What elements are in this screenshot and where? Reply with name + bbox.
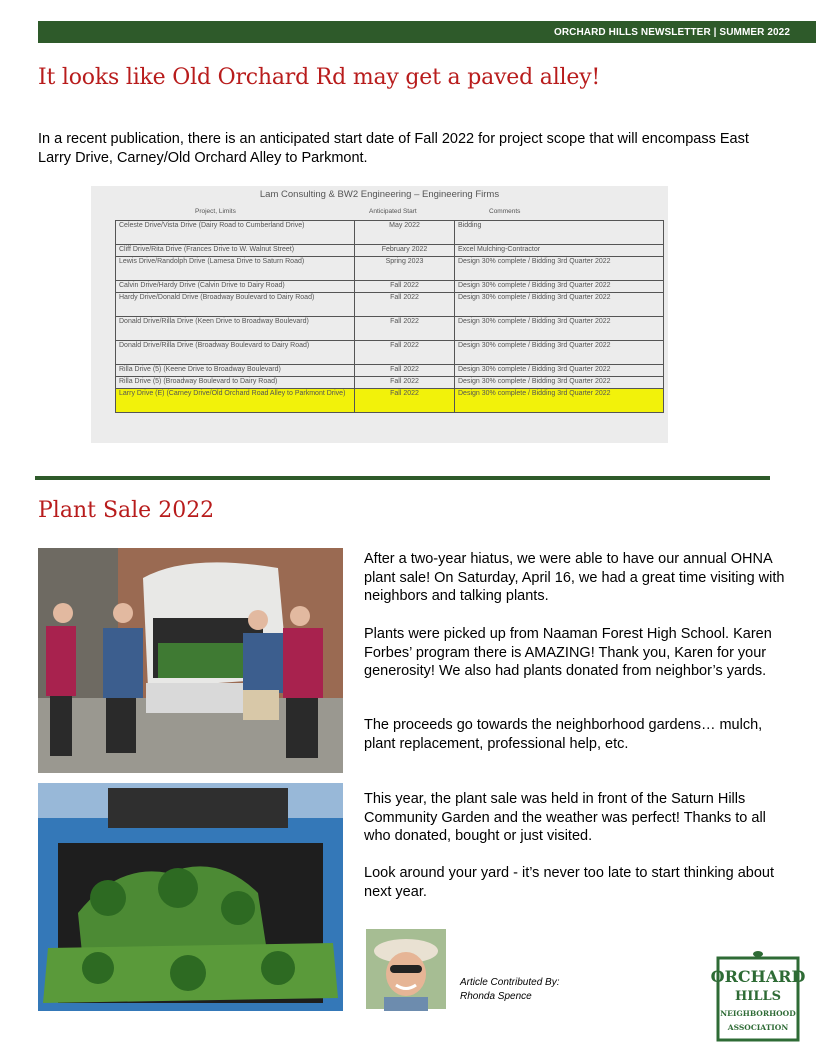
plant-sale-paragraph: After a two-year hiatus, we were able to have our annual OHNA plant sale! On Saturday, April 16, we had a great time visiting with neighbors and talking plants. <box>364 551 785 604</box>
table-header: Anticipated Start <box>369 208 417 215</box>
table-row <box>116 281 664 293</box>
table-cell: Fall 2022 <box>355 389 455 413</box>
author-portrait <box>366 929 446 1009</box>
table-cell: Fall 2022 <box>355 293 455 317</box>
table-cell: Donald Drive/Rilla Drive (Keen Drive to Broadway Boulevard) <box>116 317 355 341</box>
table-cell: Larry Drive (E) (Carney Drive/Old Orchard Road Alley to Parkmont Drive) <box>116 389 355 413</box>
logo-text-orchard: ORCHARD <box>710 967 806 986</box>
table-cell: Design 30% complete / Bidding 3rd Quarter 2022 <box>455 365 664 377</box>
plant-sale-paragraph: This year, the plant sale was held in front of the Saturn Hills Community Garden and the weather was perfect! Thanks to all who donated, bought or just visited. <box>364 791 766 844</box>
table-cell: Fall 2022 <box>355 377 455 389</box>
table-row <box>116 317 664 341</box>
table-cell: Design 30% complete / Bidding 3rd Quarter 2022 <box>455 281 664 293</box>
table-cell: Hardy Drive/Donald Drive (Broadway Boulevard to Dairy Road) <box>116 293 355 317</box>
newsletter-header-bar <box>38 21 816 43</box>
article-title-plant-sale: Plant Sale 2022 <box>38 498 215 523</box>
table-cell: Design 30% complete / Bidding 3rd Quarter 2022 <box>455 341 664 365</box>
plant-sale-paragraph: Plants were picked up from Naaman Forest High School. Karen Forbes’ program there is AMAZING! Thank you, Karen for your generosity! We also had plants donated from neighbor’s yards. <box>364 626 772 679</box>
article-intro: In a recent publication, there is an anticipated start date of Fall 2022 for project scope that will encompass East Larry Drive, Carney/Old Orchard Alley to Parkmont. <box>38 131 749 166</box>
table-header: Project, Limits <box>195 208 236 215</box>
table-cell: Lewis Drive/Randolph Drive (Lamesa Drive to Saturn Road) <box>116 257 355 281</box>
table-cell: Rilla Drive (5) (Keene Drive to Broadway Boulevard) <box>116 365 355 377</box>
logo-text-association: ASSOCIATION <box>727 1023 789 1032</box>
table-cell: Fall 2022 <box>355 365 455 377</box>
newsletter-header-text: ORCHARD HILLS NEWSLETTER | SUMMER 2022 <box>553 27 790 38</box>
table-cell: May 2022 <box>355 221 455 245</box>
photo-truck-bed-plants <box>38 783 343 1011</box>
table-cell: Cliff Drive/Rita Drive (Frances Drive to W. Walnut Street) <box>116 245 355 257</box>
table-cell: Design 30% complete / Bidding 3rd Quarter 2022 <box>455 293 664 317</box>
table-cell: Celeste Drive/Vista Drive (Dairy Road to Cumberland Drive) <box>116 221 355 245</box>
photo-volunteers-at-car <box>38 548 343 773</box>
credit-name: Rhonda Spence <box>460 991 532 1002</box>
table-cell: Fall 2022 <box>355 341 455 365</box>
table-cell: Design 30% complete / Bidding 3rd Quarter 2022 <box>455 389 664 413</box>
logo-text-hills: HILLS <box>734 989 782 1004</box>
table-cell: February 2022 <box>355 245 455 257</box>
table-cell: Donald Drive/Rilla Drive (Broadway Boulevard to Dairy Road) <box>116 341 355 365</box>
table-cell: Fall 2022 <box>355 317 455 341</box>
table-cell: Excel Mulching-Contractor <box>455 245 664 257</box>
table-cell: Bidding <box>455 221 664 245</box>
article-title-paved-alley: It looks like Old Orchard Rd may get a paved alley! <box>38 65 601 90</box>
ohna-logo <box>710 948 806 1042</box>
table-row <box>116 341 664 365</box>
table-row <box>116 389 664 413</box>
section-divider <box>35 476 770 480</box>
table-cell: Spring 2023 <box>355 257 455 281</box>
project-table <box>115 220 664 413</box>
credit-label: Article Contributed By: <box>460 977 560 988</box>
table-row <box>116 257 664 281</box>
table-row <box>116 221 664 245</box>
table-header: Comments <box>489 208 521 215</box>
table-cell: Calvin Drive/Hardy Drive (Calvin Drive to Dairy Road) <box>116 281 355 293</box>
table-row <box>116 245 664 257</box>
project-table-image <box>91 186 668 443</box>
table-cell: Design 30% complete / Bidding 3rd Quarter 2022 <box>455 317 664 341</box>
plant-sale-paragraph: The proceeds go towards the neighborhood gardens… mulch, plant replacement, professional help, etc. <box>364 717 763 752</box>
table-cell: Fall 2022 <box>355 281 455 293</box>
table-title: Lam Consulting & BW2 Engineering – Engineering Firms <box>259 189 500 200</box>
article-credit <box>460 976 560 1004</box>
table-row <box>116 293 664 317</box>
table-row <box>116 365 664 377</box>
plant-sale-paragraph: Look around your yard - it’s never too late to start thinking about next year. <box>364 865 775 900</box>
table-cell: Design 30% complete / Bidding 3rd Quarter 2022 <box>455 257 664 281</box>
table-cell: Rilla Drive (5) (Broadway Boulevard to Dairy Road) <box>116 377 355 389</box>
table-cell: Design 30% complete / Bidding 3rd Quarter 2022 <box>455 377 664 389</box>
logo-leaf-icon <box>753 951 763 957</box>
logo-text-neighborhood: NEIGHBORHOOD <box>720 1009 796 1018</box>
table-row <box>116 377 664 389</box>
